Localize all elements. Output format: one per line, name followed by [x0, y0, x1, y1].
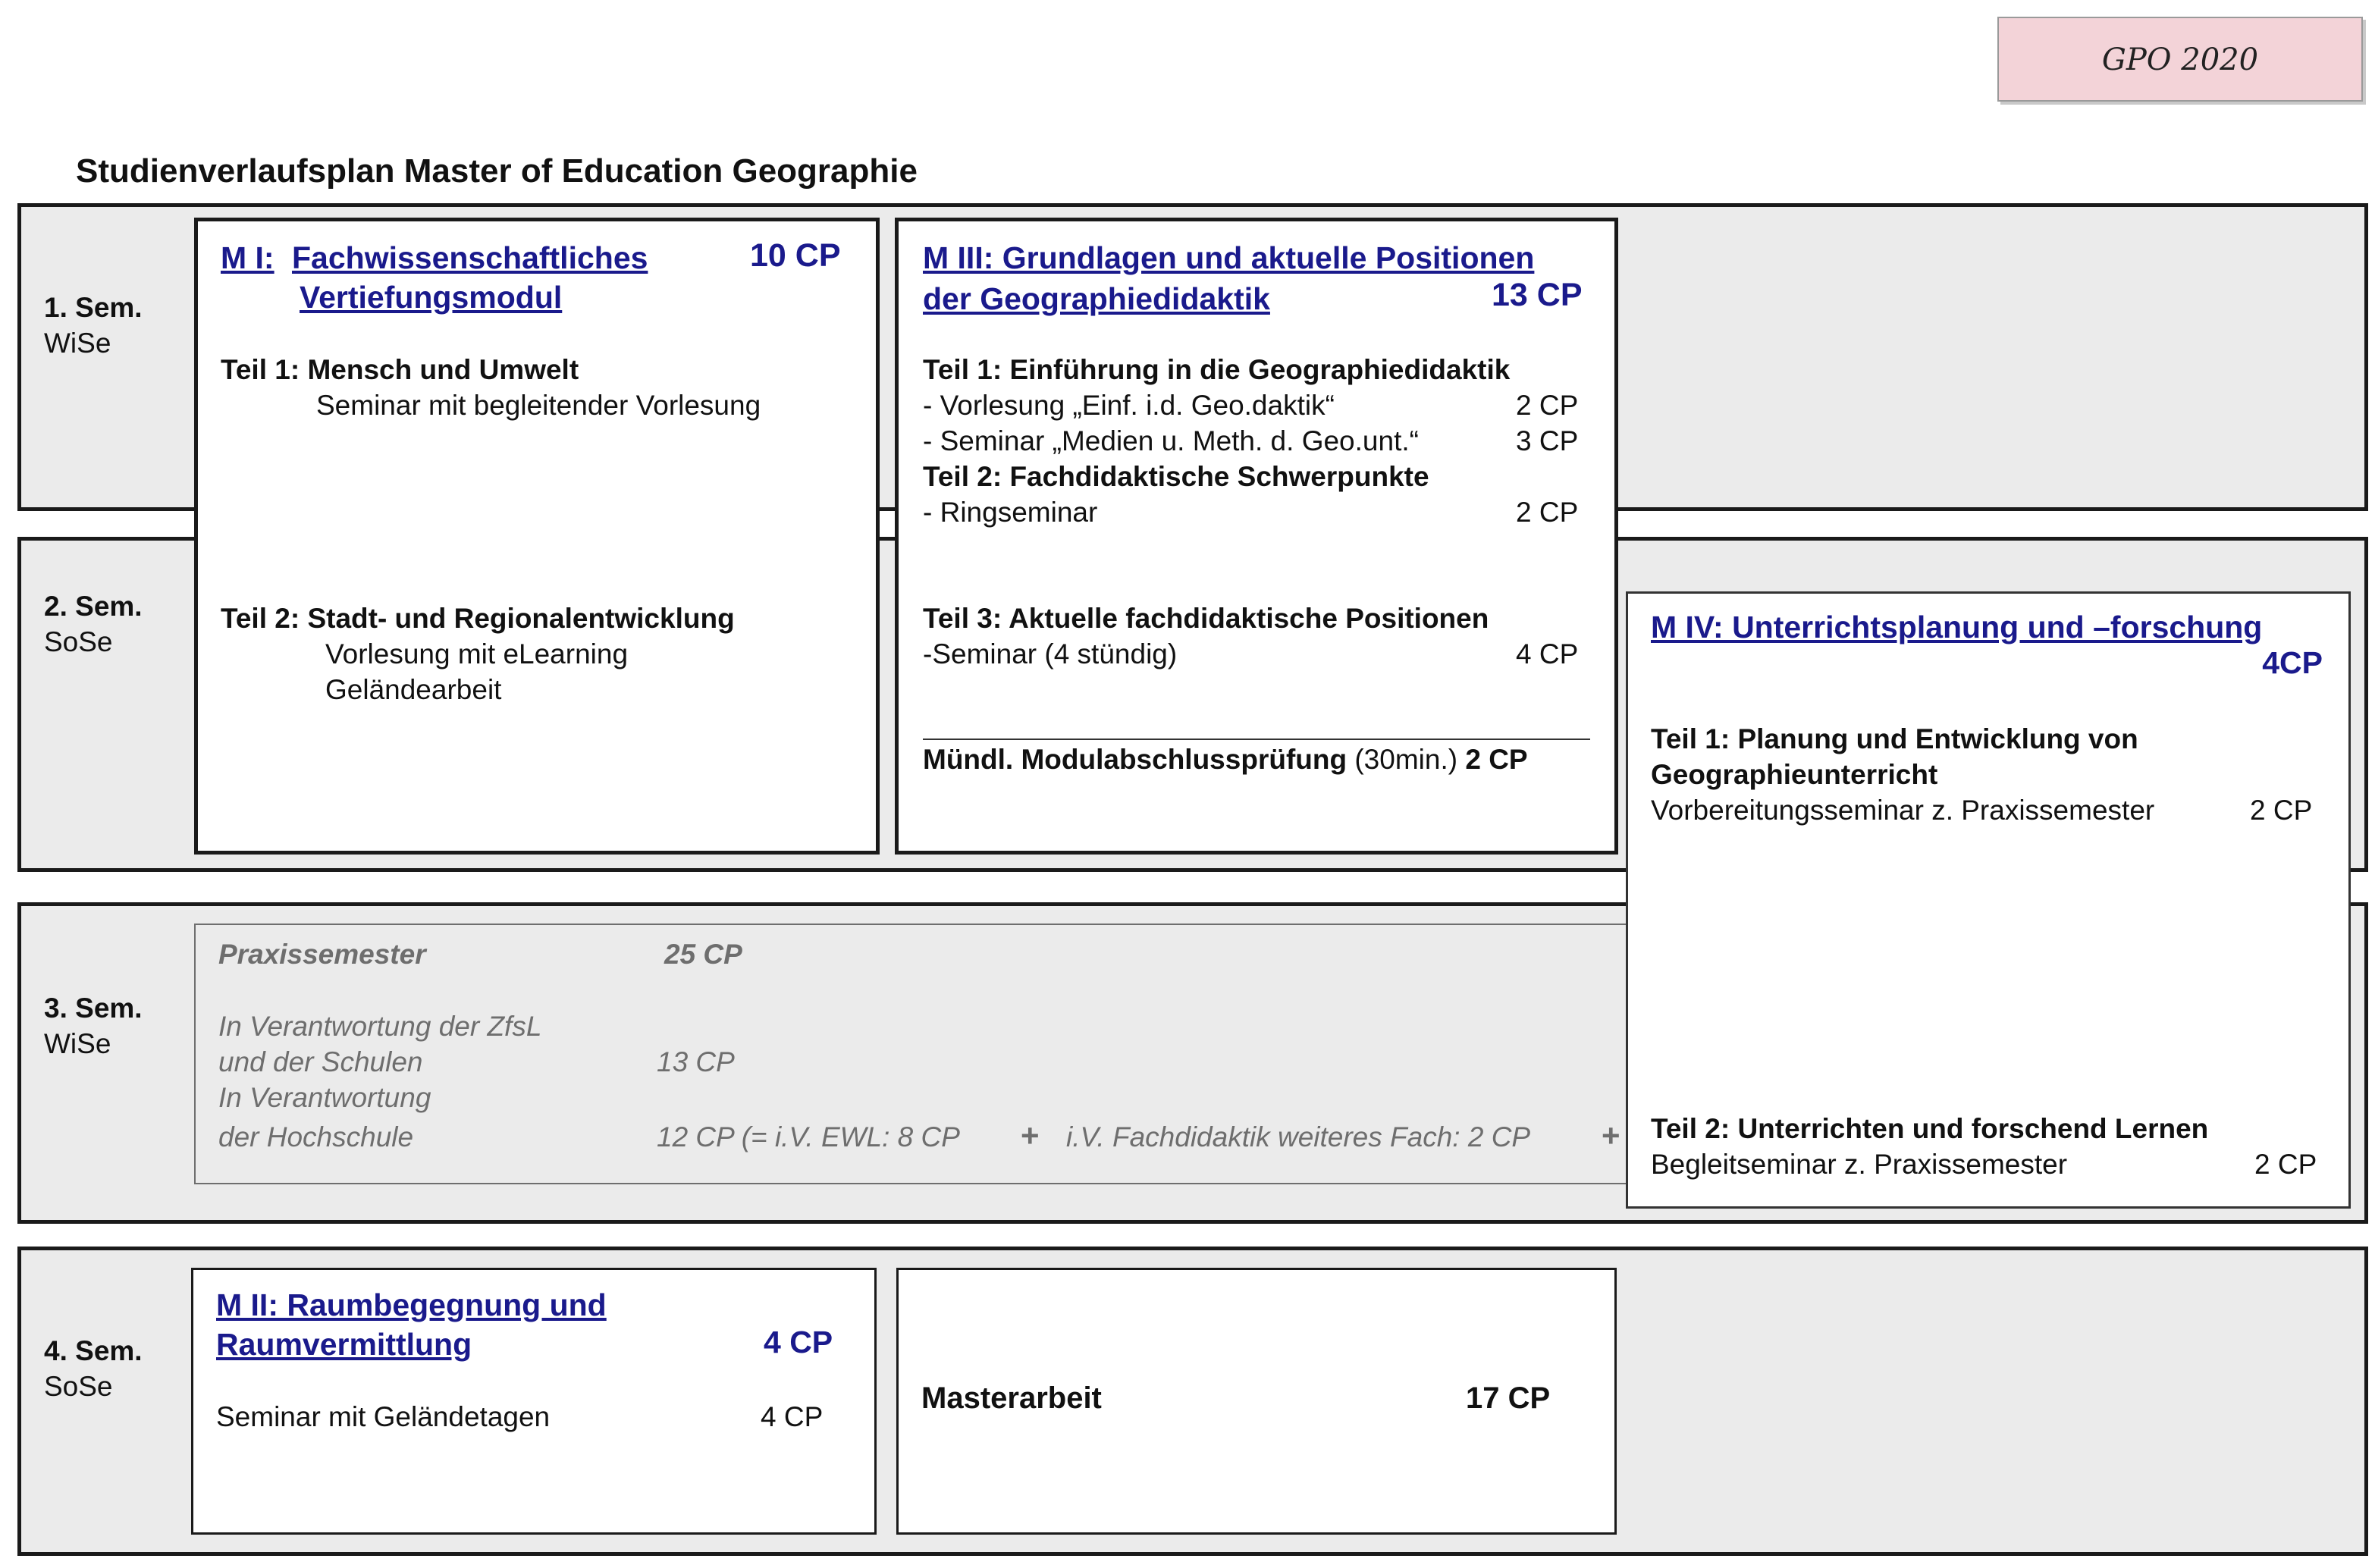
exam-label: Mündl. Modulabschlussprüfung: [923, 744, 1348, 775]
version-badge-text: GPO 2020: [2101, 42, 2259, 77]
hochschule-line1: In Verantwortung: [218, 1082, 431, 1113]
semester-label-4: [44, 1333, 143, 1404]
zfsl-line1: In Verantwortung der ZfsL: [218, 1011, 542, 1042]
plus-sign-2: +: [1602, 1118, 1620, 1153]
semester-term: WiSe: [44, 1028, 111, 1059]
m3-teil3-title: Teil 3: Aktuelle fachdidaktische Positionen: [923, 603, 1489, 634]
m2-item-cp: 4 CP: [761, 1401, 824, 1432]
version-badge: [1997, 17, 2363, 102]
module-m3-title-line1[interactable]: M III: Grundlagen und aktuelle Positionen: [923, 240, 1535, 275]
module-m2-title-line1[interactable]: M II: Raumbegegnung und: [216, 1287, 607, 1322]
exam-duration: (30min.): [1354, 744, 1458, 775]
m4-teil1-item-label: Vorbereitungsseminar z. Praxissemester: [1651, 795, 2155, 826]
module-m1-cp: 10 CP: [750, 237, 841, 274]
masterarbeit-cp: 17 CP: [1466, 1381, 1551, 1415]
praxissemester-cp: 25 CP: [664, 939, 742, 970]
praxissemester-box: [194, 924, 1635, 1184]
module-m3-cp: 13 CP: [1492, 277, 1583, 313]
module-m4-title[interactable]: M IV: Unterrichtsplanung und –forschung: [1651, 610, 2263, 644]
zfsl-cp: 13 CP: [657, 1046, 735, 1077]
m4-teil2-item-label: Begleitseminar z. Praxissemester: [1651, 1149, 2068, 1180]
module-m1-prefix[interactable]: M I:: [221, 240, 275, 275]
m4-teil1-title-line2: Geographieunterricht: [1651, 759, 1938, 790]
m3-teil3-item-label: -Seminar (4 stündig): [923, 638, 1178, 670]
exam-divider: [923, 739, 1590, 740]
page-title: Studienverlaufsplan Master of Education Geographie: [76, 152, 918, 190]
module-m3-title-line2[interactable]: der Geographiedidaktik: [923, 281, 1270, 316]
semester-number: 2. Sem.: [44, 591, 143, 622]
fachdidaktik-cp: i.V. Fachdidaktik weiteres Fach: 2 CP: [1066, 1121, 1531, 1152]
masterarbeit-label: Masterarbeit: [921, 1381, 1102, 1415]
module-m4: [1626, 591, 2351, 1209]
m3-item-label: - Seminar „Medien u. Meth. d. Geo.unt.“: [923, 425, 1419, 456]
semester-label-3: [44, 990, 143, 1062]
m4-teil1-item-cp: 2 CP: [2250, 795, 2313, 826]
m3-teil1-title: Teil 1: Einführung in die Geographiedidaktik: [923, 354, 1511, 385]
semester-label-1: [44, 290, 143, 361]
m3-teil2-title: Teil 2: Fachdidaktische Schwerpunkte: [923, 461, 1429, 492]
m3-item-cp: 3 CP: [1516, 425, 1579, 456]
m4-teil1-title-line1: Teil 1: Planung und Entwicklung von: [1651, 723, 2138, 754]
semester-term: SoSe: [44, 1371, 113, 1402]
zfsl-line2: und der Schulen: [218, 1046, 423, 1077]
semester-term: SoSe: [44, 626, 113, 657]
semester-number: 3. Sem.: [44, 993, 143, 1024]
m1-teil1-text: Seminar mit begleitender Vorlesung: [316, 390, 761, 421]
m1-teil2-line1: Vorlesung mit eLearning: [325, 638, 629, 670]
m3-teil2-item-label: - Ringseminar: [923, 497, 1098, 528]
hochschule-line2: der Hochschule: [218, 1121, 414, 1152]
m3-teil3-item-cp: 4 CP: [1516, 638, 1579, 670]
module-m1-title-line1[interactable]: Fachwissenschaftliches: [292, 240, 648, 275]
semester-term: WiSe: [44, 328, 111, 359]
module-m2-title-line2[interactable]: Raumvermittlung: [216, 1327, 472, 1362]
exam-line: [923, 742, 1528, 777]
m4-teil2-title: Teil 2: Unterrichten und forschend Lernen: [1651, 1113, 2209, 1144]
semester-number: 1. Sem.: [44, 292, 143, 323]
module-m1-title-line2[interactable]: Vertiefungsmodul: [300, 280, 563, 315]
module-m3: [895, 218, 1618, 855]
semester-label-2: [44, 588, 143, 660]
m1-teil1-title: Teil 1: Mensch und Umwelt: [221, 354, 579, 385]
m1-teil2-title: Teil 2: Stadt- und Regionalentwicklung: [221, 603, 735, 634]
m3-teil2-item-cp: 2 CP: [1516, 497, 1579, 528]
praxissemester-title: Praxissemester: [218, 939, 426, 970]
module-m1: [194, 218, 880, 855]
exam-cp: 2 CP: [1465, 744, 1528, 775]
module-m2-cp: 4 CP: [764, 1325, 833, 1359]
m4-teil2-item-cp: 2 CP: [2254, 1149, 2317, 1180]
m2-item-label: Seminar mit Geländetagen: [216, 1401, 551, 1432]
module-m2: [191, 1268, 877, 1535]
semester-number: 4. Sem.: [44, 1335, 143, 1366]
plus-sign: +: [1021, 1118, 1040, 1153]
hochschule-cp: 12 CP (= i.V. EWL: 8 CP: [657, 1121, 960, 1152]
masterarbeit-box: [896, 1268, 1617, 1535]
m1-teil2-line2: Geländearbeit: [325, 674, 502, 705]
m3-item-cp: 2 CP: [1516, 390, 1579, 421]
m3-item-label: - Vorlesung „Einf. i.d. Geo.daktik“: [923, 390, 1335, 421]
module-m4-cp: 4CP: [2262, 645, 2323, 680]
